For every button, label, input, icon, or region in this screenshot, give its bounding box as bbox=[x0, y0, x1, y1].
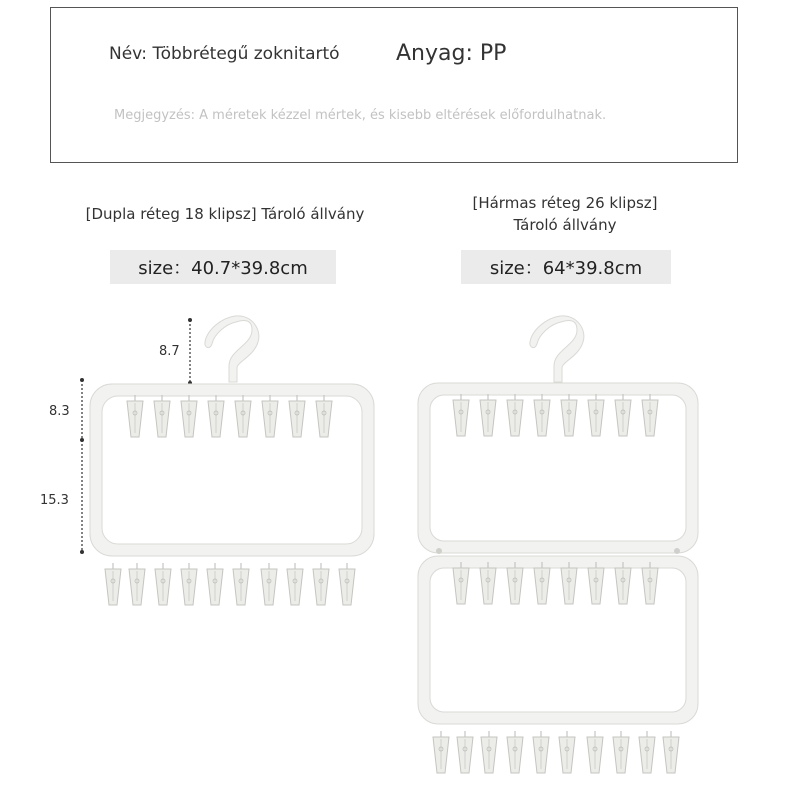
product-name: Név: Többrétegű zoknitartó bbox=[109, 44, 340, 64]
size-badge-double: size：40.7*39.8cm bbox=[110, 250, 336, 284]
double-layer-hanger bbox=[90, 316, 374, 605]
measurement-note: Megjegyzés: A méretek kézzel mértek, és kisebb eltérések előfordulhatnak. bbox=[114, 108, 607, 123]
dimension-hook: 8.7 bbox=[159, 344, 180, 359]
size-badge-triple: size：64*39.8cm bbox=[461, 250, 671, 284]
product-title-triple-line2: Tároló állvány bbox=[513, 216, 617, 234]
triple-layer-hanger bbox=[418, 316, 698, 773]
product-title-triple-line1: [Hármas réteg 26 klipsz] bbox=[472, 194, 658, 212]
dimension-frame: 15.3 bbox=[40, 493, 69, 508]
material-label: Anyag: PP bbox=[396, 41, 507, 66]
product-title-double: [Dupla réteg 18 klipsz] Tároló állvány bbox=[85, 205, 365, 223]
dimension-top: 8.3 bbox=[49, 404, 70, 419]
